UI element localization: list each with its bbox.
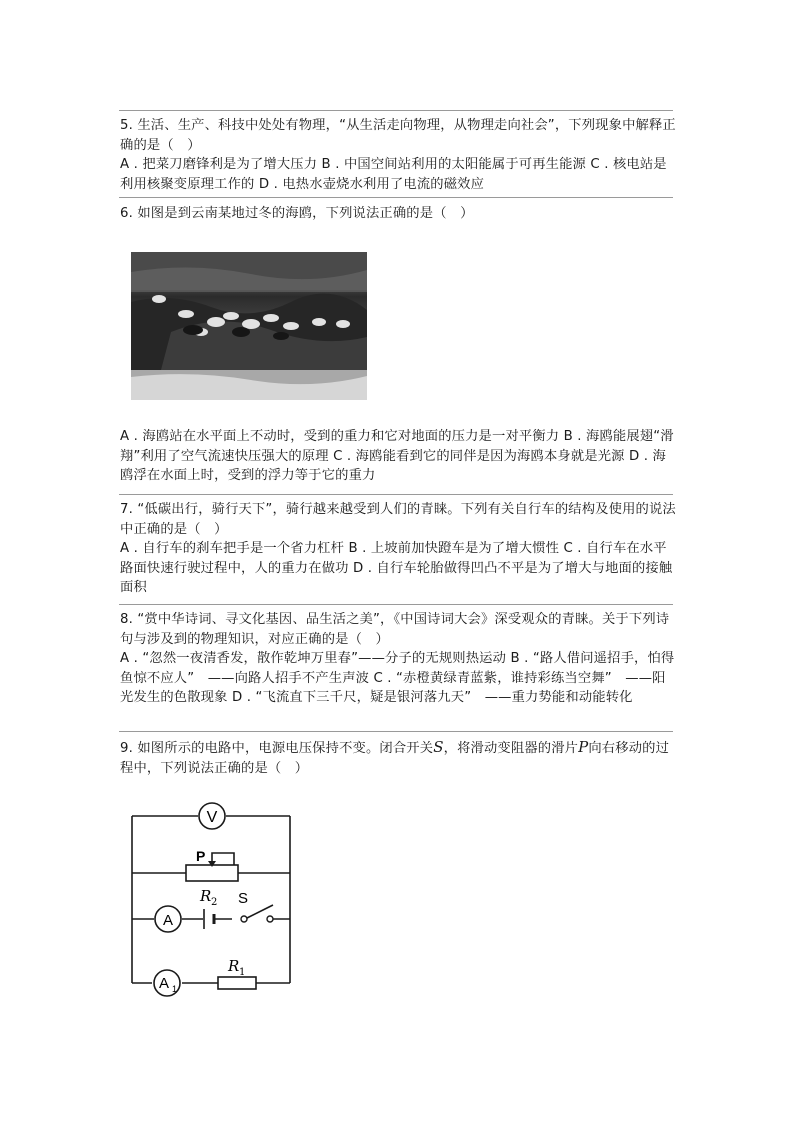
question-stem: 6. 如图是到云南某地过冬的海鸥，下列说法正确的是（ ） bbox=[120, 206, 474, 221]
switch-contact bbox=[267, 916, 273, 922]
question-stem bbox=[120, 738, 676, 778]
r2-subscript: 2 bbox=[211, 897, 218, 908]
ammeter-label: A bbox=[162, 912, 174, 929]
seagull-photo bbox=[131, 252, 367, 400]
seagull-photo-drawing bbox=[131, 252, 367, 400]
rheostat-symbol bbox=[186, 865, 238, 881]
question-options: A . 海鸥站在水平面上不动时，受到的重力和它对地面的压力是一对平衡力 B . 海鸥能展翅“滑翔”利用了空气流速快压强大的原理 C . 海鸥能看到它的同伴是因为海鸥本身就是光源 D . 海鸥浮在水面上时，受到的浮力等于它的重力 bbox=[120, 429, 674, 483]
voltmeter-label: V bbox=[206, 809, 218, 826]
question-options: A . “忽然一夜清香发，散作乾坤万里春”——分子的无规则热运动 B . “路人借问遥招手，怕得鱼惊不应人” ——向路人招手不产生声波 C . “赤橙黄绿青蓝紫，谁持彩练当空舞” ——阳光发生的色散现象 D . “飞流直下三千尺，疑是银河落九天” ——重力势能和动能转化 bbox=[120, 651, 675, 705]
question-stem: 5. 生活、生产、科技中处处有物理，“从生活走向物理，从物理走向社会”，下列现象中解释正确的是（ ） bbox=[120, 118, 676, 153]
switch-contact bbox=[241, 916, 247, 922]
switch-variable: S bbox=[433, 738, 444, 756]
question-options: A . 把菜刀磨锋利是为了增大压力 B . 中国空间站利用的太阳能属于可再生能源 C . 核电站是利用核聚变原理工作的 D . 电热水壶烧水利用了电流的磁效应 bbox=[120, 157, 667, 192]
question-6-options bbox=[120, 427, 676, 486]
question-stem: 7. “低碳出行，骑行天下”，骑行越来越受到人们的青睐。下列有关自行车的结构及使用的说法中正确的是（ ） bbox=[120, 502, 676, 537]
stem-part: 9. 如图所示的电路中，电源电压保持不变。闭合开关 bbox=[120, 741, 434, 756]
circuit-diagram bbox=[120, 795, 300, 1005]
question-options: A . 自行车的刹车把手是一个省力杠杆 B . 上坡前加快蹬车是为了增大惯性 C . 自行车在水平路面快速行驶过程中，人的重力在做功 D . 自行车轮胎做得凹凸不平是为了增大与地面的接触面积 bbox=[120, 541, 673, 595]
stem-part: 向右移动的过程中，下列说法正确的是（ ） bbox=[120, 741, 670, 776]
question-8 bbox=[120, 610, 676, 708]
ammeter1-subscript: 1 bbox=[172, 984, 178, 994]
divider bbox=[119, 197, 673, 198]
r1-label: R bbox=[228, 957, 240, 975]
r1-subscript: 1 bbox=[239, 967, 246, 978]
question-9 bbox=[120, 738, 676, 778]
ammeter1-label: A bbox=[158, 975, 170, 992]
stem-part: ，将滑动变阻器的滑片 bbox=[443, 741, 579, 756]
question-stem: 8. “赏中华诗词、寻文化基因、品生活之美”，《中国诗词大会》深受观众的青睐。关于下列诗句与涉及到的物理知识，对应正确的是（ ） bbox=[120, 612, 670, 647]
divider bbox=[119, 494, 673, 495]
slider-variable: P bbox=[578, 738, 589, 756]
question-5 bbox=[120, 116, 676, 194]
divider bbox=[119, 110, 673, 111]
r2-label: R bbox=[200, 887, 212, 905]
divider bbox=[119, 604, 673, 605]
slider-label: P bbox=[196, 848, 206, 864]
divider bbox=[119, 731, 673, 732]
resistor-r1-symbol bbox=[218, 977, 256, 989]
question-6 bbox=[120, 204, 676, 224]
question-7 bbox=[120, 500, 676, 598]
switch-label: S bbox=[238, 890, 249, 907]
